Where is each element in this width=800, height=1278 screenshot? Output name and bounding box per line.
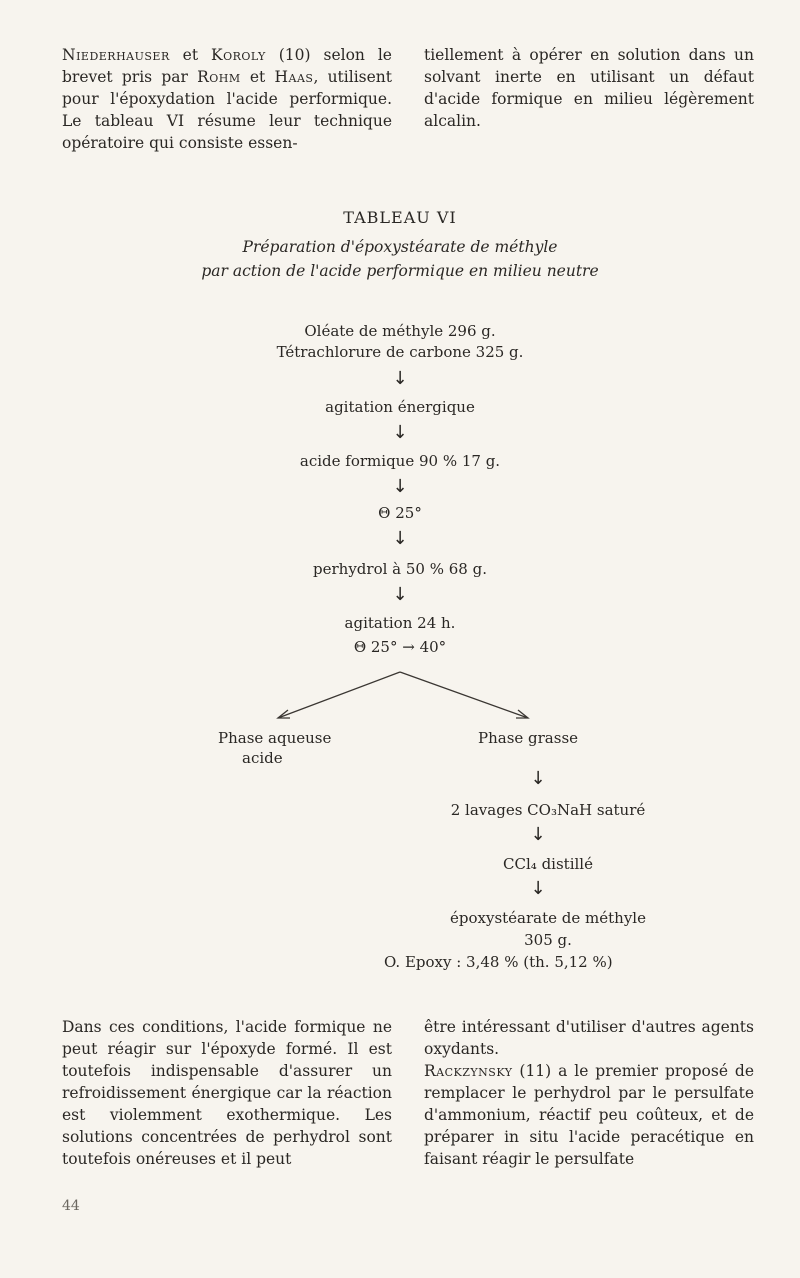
paragraph-top-right bbox=[424, 44, 754, 132]
text-run: , utilisent pour l'époxydation l'acide performique. Le tableau VI résume leur technique opératoire qui consiste essen- bbox=[62, 68, 392, 152]
down-arrow-icon: ↓ bbox=[392, 584, 408, 605]
branch-label: Phase aqueuse bbox=[218, 729, 332, 747]
split-arrows-icon bbox=[270, 668, 540, 724]
branch-label: Phase grasse bbox=[478, 729, 579, 747]
flow-step-reagent-1: Oléate de méthyle 296 g. bbox=[304, 322, 496, 340]
flow-step-washing: 2 lavages CO₃NaH saturé bbox=[450, 801, 646, 819]
flow-yield: 305 g. bbox=[524, 931, 572, 949]
text-run: et bbox=[169, 46, 212, 64]
down-arrow-icon: ↓ bbox=[392, 368, 408, 389]
down-arrow-icon: ↓ bbox=[392, 422, 408, 443]
page-number: 44 bbox=[62, 1198, 80, 1214]
flow-step-reagent-2: Tétrachlorure de carbone 325 g. bbox=[276, 343, 524, 361]
author-name: Niederhauser bbox=[62, 46, 170, 64]
author-name: Rohm bbox=[197, 68, 241, 86]
down-arrow-icon: ↓ bbox=[530, 878, 546, 899]
flow-step-formic-acid: acide formique 90 % 17 g. bbox=[299, 452, 501, 470]
paragraph-top-left bbox=[62, 44, 392, 154]
down-arrow-icon: ↓ bbox=[392, 476, 408, 497]
branch-aqueous-phase bbox=[218, 728, 331, 768]
down-arrow-icon: ↓ bbox=[530, 824, 546, 845]
flow-step-perhydrol: perhydrol à 50 % 68 g. bbox=[313, 560, 487, 578]
table-subtitle-line2: par action de l'acide performique en milieu neutre bbox=[201, 262, 599, 280]
flow-step-temperature: Θ 25° bbox=[378, 504, 422, 522]
branch-fatty-phase bbox=[478, 728, 578, 748]
table-title: TABLEAU VI bbox=[343, 208, 457, 227]
paragraph-bottom-left bbox=[62, 1016, 392, 1170]
down-arrow-icon: ↓ bbox=[392, 528, 408, 549]
flow-step-temperature-range: Θ 25° → 40° bbox=[353, 638, 447, 656]
author-name: Koroly bbox=[211, 46, 266, 64]
flow-product: époxystéarate de méthyle bbox=[450, 909, 646, 927]
flow-step-agitation-24h: agitation 24 h. bbox=[344, 614, 456, 632]
text-run: (10) selon le brevet pris par bbox=[62, 46, 392, 86]
flow-step-agitation: agitation énergique bbox=[325, 398, 475, 416]
author-name: Rackzynsky bbox=[424, 1062, 513, 1080]
author-name: Haas bbox=[274, 68, 314, 86]
flow-epoxy-content: O. Epoxy : 3,48 % (th. 5,12 %) bbox=[384, 953, 613, 971]
table-subtitle-line1: Préparation d'époxystéarate de méthyle bbox=[242, 238, 558, 256]
text-run: être intéressant d'utiliser d'autres agents oxydants. bbox=[424, 1018, 754, 1058]
text-run: Dans ces conditions, l'acide formique ne peut réagir sur l'époxyde formé. Il est toutefois indispensable d'assurer un refroidissement énergique car la réaction est violemment exothermique. Les solutions concentrées de perhydrol sont toutefois onéreuses et il peut bbox=[62, 1018, 392, 1168]
down-arrow-icon: ↓ bbox=[530, 768, 546, 789]
text-run: et bbox=[240, 68, 275, 86]
text-run: tiellement à opérer en solution dans un solvant inerte en utilisant un défaut d'acide formique en milieu légèrement alcalin. bbox=[424, 46, 754, 130]
branch-label: acide bbox=[242, 749, 283, 767]
text-run: (11) a le premier proposé de remplacer le perhydrol par le persulfate d'ammonium, réactif peu coûteux, et de préparer in situ l'acide peracétique en faisant réagir le persulfate bbox=[424, 1062, 754, 1168]
paragraph-bottom-right bbox=[424, 1016, 754, 1170]
flow-step-distillation: CCl₄ distillé bbox=[503, 855, 593, 873]
